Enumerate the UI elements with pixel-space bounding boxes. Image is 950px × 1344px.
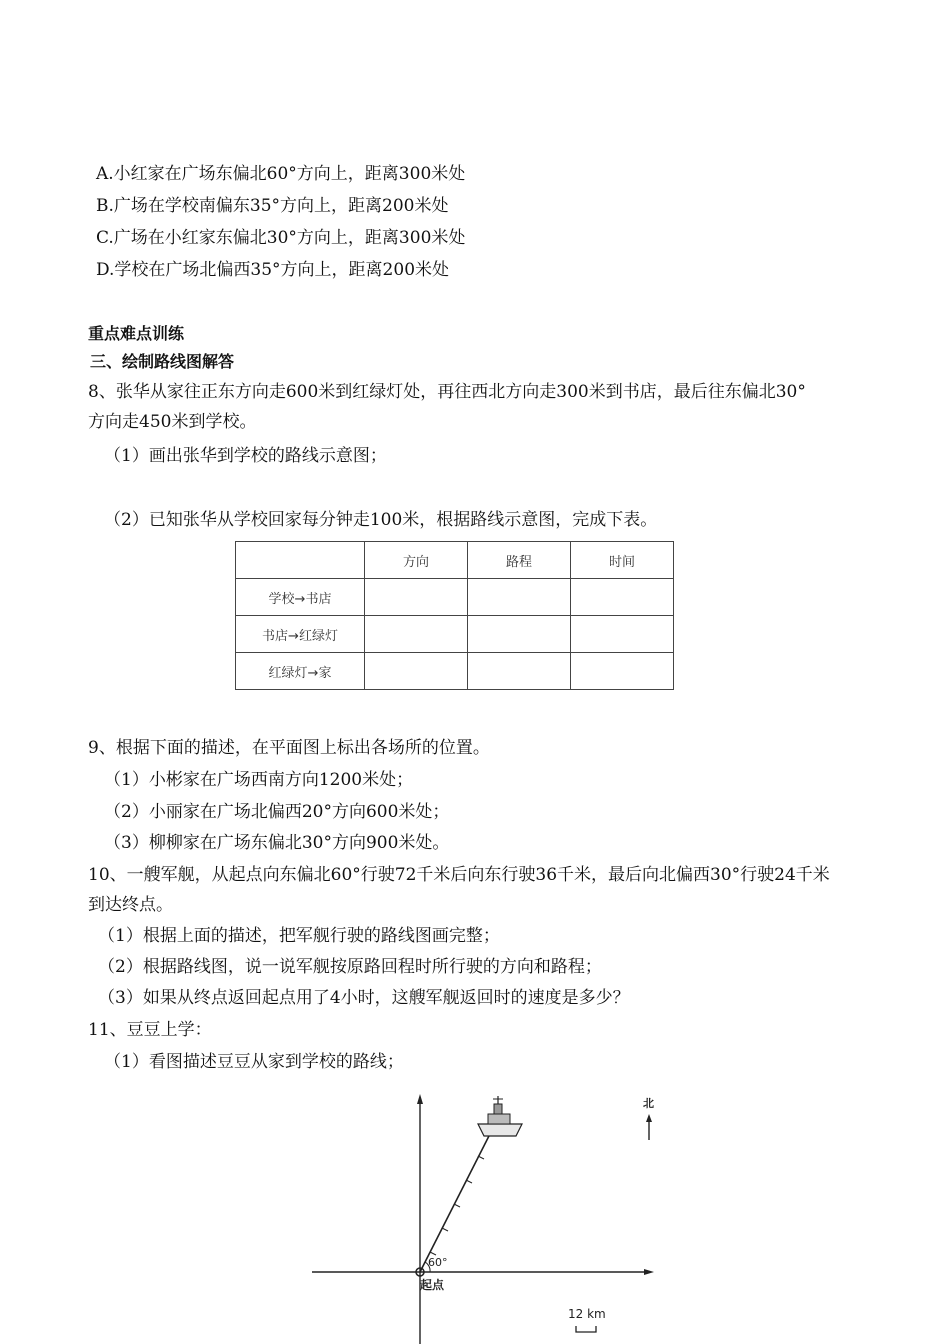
axis-arrow-right-icon: [644, 1269, 654, 1275]
origin-label: 起点: [420, 1278, 445, 1292]
q11-sub1: （1）看图描述豆豆从家到学校的路线；: [104, 1052, 404, 1072]
q9-sub2: （2）小丽家在广场北偏西20°方向600米处；: [104, 802, 450, 822]
q8-sub1: （1）画出张华到学校的路线示意图；: [104, 446, 387, 466]
table-header-blank: [236, 542, 365, 579]
table-cell[interactable]: [571, 579, 674, 616]
table-cell[interactable]: [468, 616, 571, 653]
option-c: C.广场在小红家东偏北30°方向上，距离300米处: [96, 228, 466, 248]
table-row-label: 红绿灯→家: [236, 653, 365, 690]
option-b: B.广场在学校南偏东35°方向上，距离200米处: [96, 196, 449, 216]
q10-line1: 10、一艘军舰，从起点向东偏北60°行驶72千米后向东行驶36千米，最后向北偏西30°行驶24千米: [88, 865, 830, 885]
north-label: 北: [643, 1097, 654, 1110]
route-segment: [420, 1130, 492, 1272]
table-header-row: [236, 542, 674, 579]
section-title: 重点难点训练: [88, 324, 185, 343]
table-row: [236, 579, 674, 616]
scale-label: 12 km: [568, 1307, 606, 1321]
table-header-distance: 路程: [468, 542, 571, 579]
table-header-time: 时间: [571, 542, 674, 579]
section-subtitle: 三、绘制路线图解答: [90, 352, 235, 371]
q9-sub3: （3）柳柳家在广场东偏北30°方向900米处。: [104, 833, 450, 853]
q10-sub3: （3）如果从终点返回起点用了4小时，这艘军舰返回时的速度是多少？: [98, 988, 630, 1008]
table-row-label: 书店→红绿灯: [236, 616, 365, 653]
table-cell[interactable]: [468, 653, 571, 690]
table-cell[interactable]: [571, 616, 674, 653]
q9-line1: 9、根据下面的描述，在平面图上标出各场所的位置。: [88, 738, 490, 758]
warship-icon: [478, 1096, 522, 1136]
table-cell[interactable]: [468, 579, 571, 616]
table-row: [236, 616, 674, 653]
q11-line1: 11、豆豆上学：: [88, 1020, 212, 1040]
table-cell[interactable]: [571, 653, 674, 690]
q8-line1: 8、张华从家往正东方向走600米到红绿灯处，再往西北方向走300米到书店，最后往东偏北30°: [88, 382, 806, 402]
option-d: D.学校在广场北偏西35°方向上，距离200米处: [96, 260, 450, 280]
table-row: [236, 653, 674, 690]
warship-route-figure: [300, 1090, 680, 1344]
table-cell[interactable]: [365, 616, 468, 653]
q10-line2: 到达终点。: [88, 895, 173, 915]
q9-sub1: （1）小彬家在广场西南方向1200米处；: [104, 770, 414, 790]
table-cell[interactable]: [365, 653, 468, 690]
option-a: A.小红家在广场东偏北60°方向上，距离300米处: [96, 164, 466, 184]
route-ticks: [430, 1156, 484, 1255]
q10-sub1: （1）根据上面的描述，把军舰行驶的路线图画完整；: [98, 926, 500, 946]
angle-label: 60°: [428, 1256, 448, 1269]
route-table: [235, 541, 674, 690]
q8-line2: 方向走450米到学校。: [88, 412, 257, 432]
table-header-direction: 方向: [365, 542, 468, 579]
q8-sub2: （2）已知张华从学校回家每分钟走100米，根据路线示意图，完成下表。: [104, 510, 658, 530]
scale-bar: [576, 1326, 596, 1332]
table-row-label: 学校→书店: [236, 579, 365, 616]
table-cell[interactable]: [365, 579, 468, 616]
axis-arrow-up-icon: [417, 1094, 423, 1104]
q10-sub2: （2）根据路线图，说一说军舰按原路回程时所行驶的方向和路程；: [98, 957, 602, 977]
